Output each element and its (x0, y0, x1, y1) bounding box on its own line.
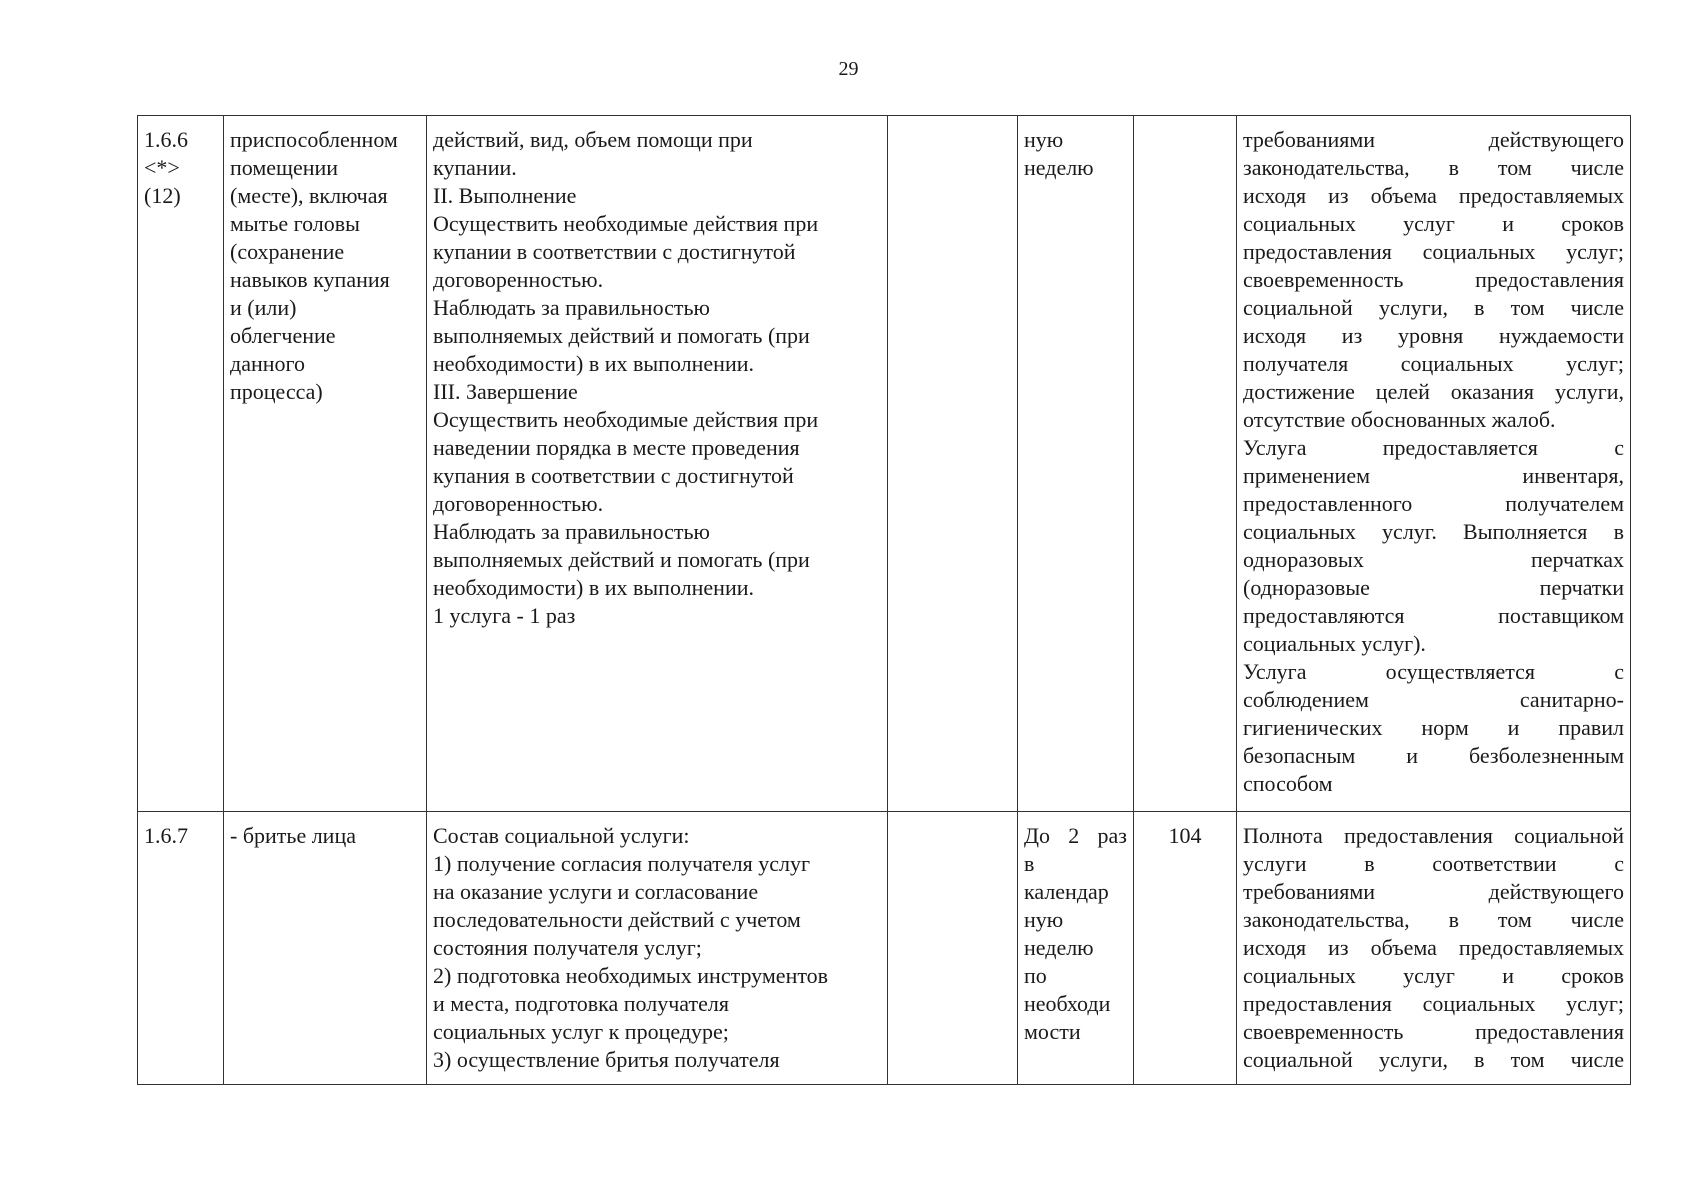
quality-criteria-cell-line: Услуга предоставляется с (1243, 435, 1624, 460)
service-content-cell-line: III. Завершение (433, 379, 578, 404)
service-content-cell-line: состояния получателя услуг; (433, 935, 702, 960)
quality-criteria-cell-line: Услуга осуществляется с (1243, 659, 1624, 684)
service-content-cell-line: договоренностью. (433, 491, 604, 516)
service-content-cell-line: Наблюдать за правильностью (433, 519, 710, 544)
service-content-cell-line: и места, подготовка получателя (433, 991, 729, 1016)
service-content-cell-line: купания в соответствии с достигнутой (433, 463, 794, 488)
service-name-cell-line: процесса) (230, 379, 323, 404)
service-content-cell-line: выполняемых действий и помогать (при (433, 323, 810, 348)
periodicity-cell-line: неделю (1024, 935, 1094, 960)
quality-criteria-cell-line: одноразовых перчатках (1243, 547, 1624, 572)
service-content-cell-line: купании. (433, 155, 517, 180)
service-name-cell-line: - бритье лица (230, 823, 356, 848)
volume-value: 104 (1168, 823, 1202, 848)
quality-criteria-cell-line: исходя из объема предоставляемых (1243, 935, 1624, 960)
quality-criteria-cell-line: законодательства, в том числе (1243, 155, 1624, 180)
quality-criteria-cell-line: законодательства, в том числе (1243, 907, 1624, 932)
quality-criteria-cell-line: социальных услуг). (1243, 631, 1426, 656)
empty-cell (888, 812, 1018, 1085)
periodicity-cell-line: ную (1024, 127, 1064, 152)
service-content-cell (427, 116, 888, 812)
quality-criteria-cell-line: социальной услуги, в том числе (1243, 1047, 1624, 1072)
service-name-cell-line: (сохранение (230, 239, 345, 264)
volume-cell (1134, 812, 1237, 1085)
empty-cell (888, 116, 1018, 812)
periodicity-cell-line: мости (1024, 1019, 1081, 1044)
periodicity-cell-line: неделю (1024, 155, 1094, 180)
quality-criteria-cell-line: своевременность предоставления (1243, 267, 1624, 292)
service-name-cell (224, 116, 427, 812)
quality-criteria-cell-line: безопасным и безболезненным (1243, 743, 1624, 768)
service-content-cell-line: необходимости) в их выполнении. (433, 575, 754, 600)
quality-criteria-cell-line: социальных услуг и сроков (1243, 963, 1624, 988)
service-content-cell-line: 1) получение согласия получателя услуг (433, 851, 810, 876)
periodicity-cell-line: До 2 раз (1024, 823, 1127, 848)
service-content-cell-line: 3) осуществление бритья получателя (433, 1047, 780, 1072)
service-code-cell-line: (12) (144, 183, 181, 208)
service-name-cell (224, 812, 427, 1085)
quality-criteria-cell-line: социальных услуг и сроков (1243, 211, 1624, 236)
service-content-cell-line: социальных услуг к процедуре; (433, 1019, 729, 1044)
quality-criteria-cell-line: требованиями действующего (1243, 879, 1624, 904)
service-content-cell-line: наведении порядка в месте проведения (433, 435, 800, 460)
table-row (138, 812, 1631, 1085)
table-row (138, 116, 1631, 812)
service-content-cell-line: 2) подготовка необходимых инструментов (433, 963, 829, 988)
service-content-cell (427, 812, 888, 1085)
service-content-cell-line: последовательности действий с учетом (433, 907, 801, 932)
periodicity-cell (1018, 812, 1134, 1085)
service-content-cell-line: договоренностью. (433, 267, 604, 292)
quality-criteria-cell (1237, 116, 1631, 812)
quality-criteria-cell-line: соблюдением санитарно- (1243, 687, 1624, 712)
service-name-cell-line: (месте), включая (230, 183, 388, 208)
quality-criteria-cell-line: услуги в соответствии с (1243, 851, 1624, 876)
service-content-cell-line: Наблюдать за правильностью (433, 295, 710, 320)
page-number: 29 (838, 58, 859, 80)
quality-criteria-cell-line: предоставляются поставщиком (1243, 603, 1624, 628)
service-content-cell-line: II. Выполнение (433, 183, 577, 208)
service-content-cell-line: действий, вид, объем помощи при (433, 127, 753, 152)
quality-criteria-cell-line: гигиенических норм и правил (1243, 715, 1624, 740)
quality-criteria-cell-line: применением инвентаря, (1243, 463, 1624, 488)
quality-criteria-cell-line: достижение целей оказания услуги, (1243, 379, 1624, 404)
quality-criteria-cell-line: своевременность предоставления (1243, 1019, 1624, 1044)
periodicity-cell-line: календар (1024, 879, 1109, 904)
quality-criteria-cell-line: (одноразовые перчатки (1243, 575, 1624, 600)
service-content-cell-line: выполняемых действий и помогать (при (433, 547, 810, 572)
periodicity-cell-line: необходи (1024, 991, 1111, 1016)
service-name-cell-line: облегчение (230, 323, 336, 348)
quality-criteria-cell-line: исходя из уровня нуждаемости (1243, 323, 1624, 348)
service-code-cell (138, 116, 224, 812)
quality-criteria-cell-line: социальной услуги, в том числе (1243, 295, 1624, 320)
periodicity-cell-line: ную (1024, 907, 1064, 932)
service-content-cell-line: на оказание услуги и согласование (433, 879, 759, 904)
quality-criteria-cell-line: предоставления социальных услуг; (1243, 991, 1624, 1016)
service-code-cell-line: 1.6.6 (144, 127, 188, 152)
service-code-cell-line: 1.6.7 (144, 823, 188, 848)
service-content-cell-line: Состав социальной услуги: (433, 823, 690, 848)
service-content-cell-line: необходимости) в их выполнении. (433, 351, 754, 376)
service-content-cell-line: Осуществить необходимые действия при (433, 407, 819, 432)
quality-criteria-cell-line: социальных услуг. Выполняется в (1243, 519, 1624, 544)
service-name-cell-line: навыков купания (230, 267, 390, 292)
periodicity-cell-line: в (1024, 851, 1035, 876)
service-code-cell (138, 812, 224, 1085)
quality-criteria-cell-line: способом (1243, 771, 1333, 796)
service-name-cell-line: и (или) (230, 295, 297, 320)
periodicity-cell-line: по (1024, 963, 1047, 988)
quality-criteria-cell-line: исходя из объема предоставляемых (1243, 183, 1624, 208)
services-table (137, 115, 1631, 1085)
service-code-cell-line: <*> (144, 155, 180, 180)
service-content-cell-line: Осуществить необходимые действия при (433, 211, 819, 236)
service-name-cell-line: данного (230, 351, 305, 376)
service-content-cell-line: купании в соответствии с достигнутой (433, 239, 796, 264)
periodicity-cell (1018, 116, 1134, 812)
volume-cell (1134, 116, 1237, 812)
quality-criteria-cell-line: требованиями действующего (1243, 127, 1624, 152)
quality-criteria-cell-line: получателя социальных услуг; (1243, 351, 1624, 376)
quality-criteria-cell (1237, 812, 1631, 1085)
quality-criteria-cell-line: Полнота предоставления социальной (1243, 823, 1624, 848)
service-content-cell-line: 1 услуга - 1 раз (433, 603, 576, 628)
service-name-cell-line: мытье головы (230, 211, 360, 236)
service-name-cell-line: приспособленном (230, 127, 398, 152)
quality-criteria-cell-line: предоставленного получателем (1243, 491, 1624, 516)
quality-criteria-cell-line: предоставления социальных услуг; (1243, 239, 1624, 264)
quality-criteria-cell-line: отсутствие обоснованных жалоб. (1243, 407, 1556, 432)
service-name-cell-line: помещении (230, 155, 339, 180)
